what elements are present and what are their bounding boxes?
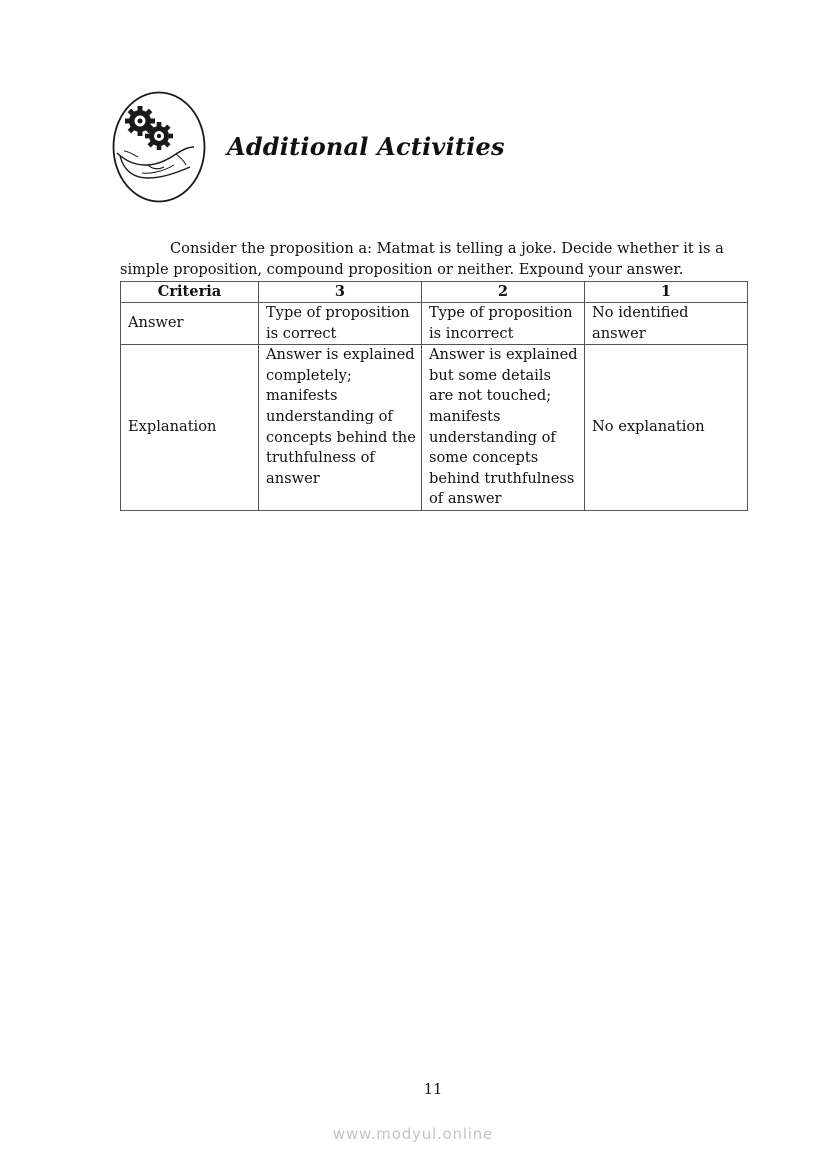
criterion-cell: Answer xyxy=(121,303,259,345)
rubric-row-explanation xyxy=(121,345,748,511)
page-number: 11 xyxy=(423,1081,443,1098)
rubric-table xyxy=(120,281,748,511)
rubric-header-row xyxy=(121,282,748,303)
criterion-cell: Explanation xyxy=(121,345,259,511)
score-1-cell: No identified answer xyxy=(585,303,748,345)
score-3-cell: Type of proposition is correct xyxy=(259,303,422,345)
instructions-body: Consider the proposition a: Matmat is telling a joke. Decide whether it is a simple proposition, compound proposition or neither. Expound your answer. xyxy=(120,240,724,278)
gears-in-hand-icon xyxy=(112,91,206,203)
section-title: Additional Activities xyxy=(227,132,505,161)
header-score-1: 1 xyxy=(585,282,748,303)
header-criteria: Criteria xyxy=(121,282,259,303)
header-score-3: 3 xyxy=(259,282,422,303)
score-1-cell: No explanation xyxy=(585,345,748,511)
score-2-cell: Type of proposition is incorrect xyxy=(422,303,585,345)
watermark-text: www.modyul.online xyxy=(332,1125,494,1143)
score-2-cell: Answer is explained but some details are not touched; manifests understanding of some concepts behind truthfulness of answer xyxy=(422,345,585,511)
score-3-cell: Answer is explained completely; manifests understanding of concepts behind the truthfulness of answer xyxy=(259,345,422,511)
instructions-text xyxy=(120,239,760,280)
rubric-row-answer xyxy=(121,303,748,345)
header-score-2: 2 xyxy=(422,282,585,303)
